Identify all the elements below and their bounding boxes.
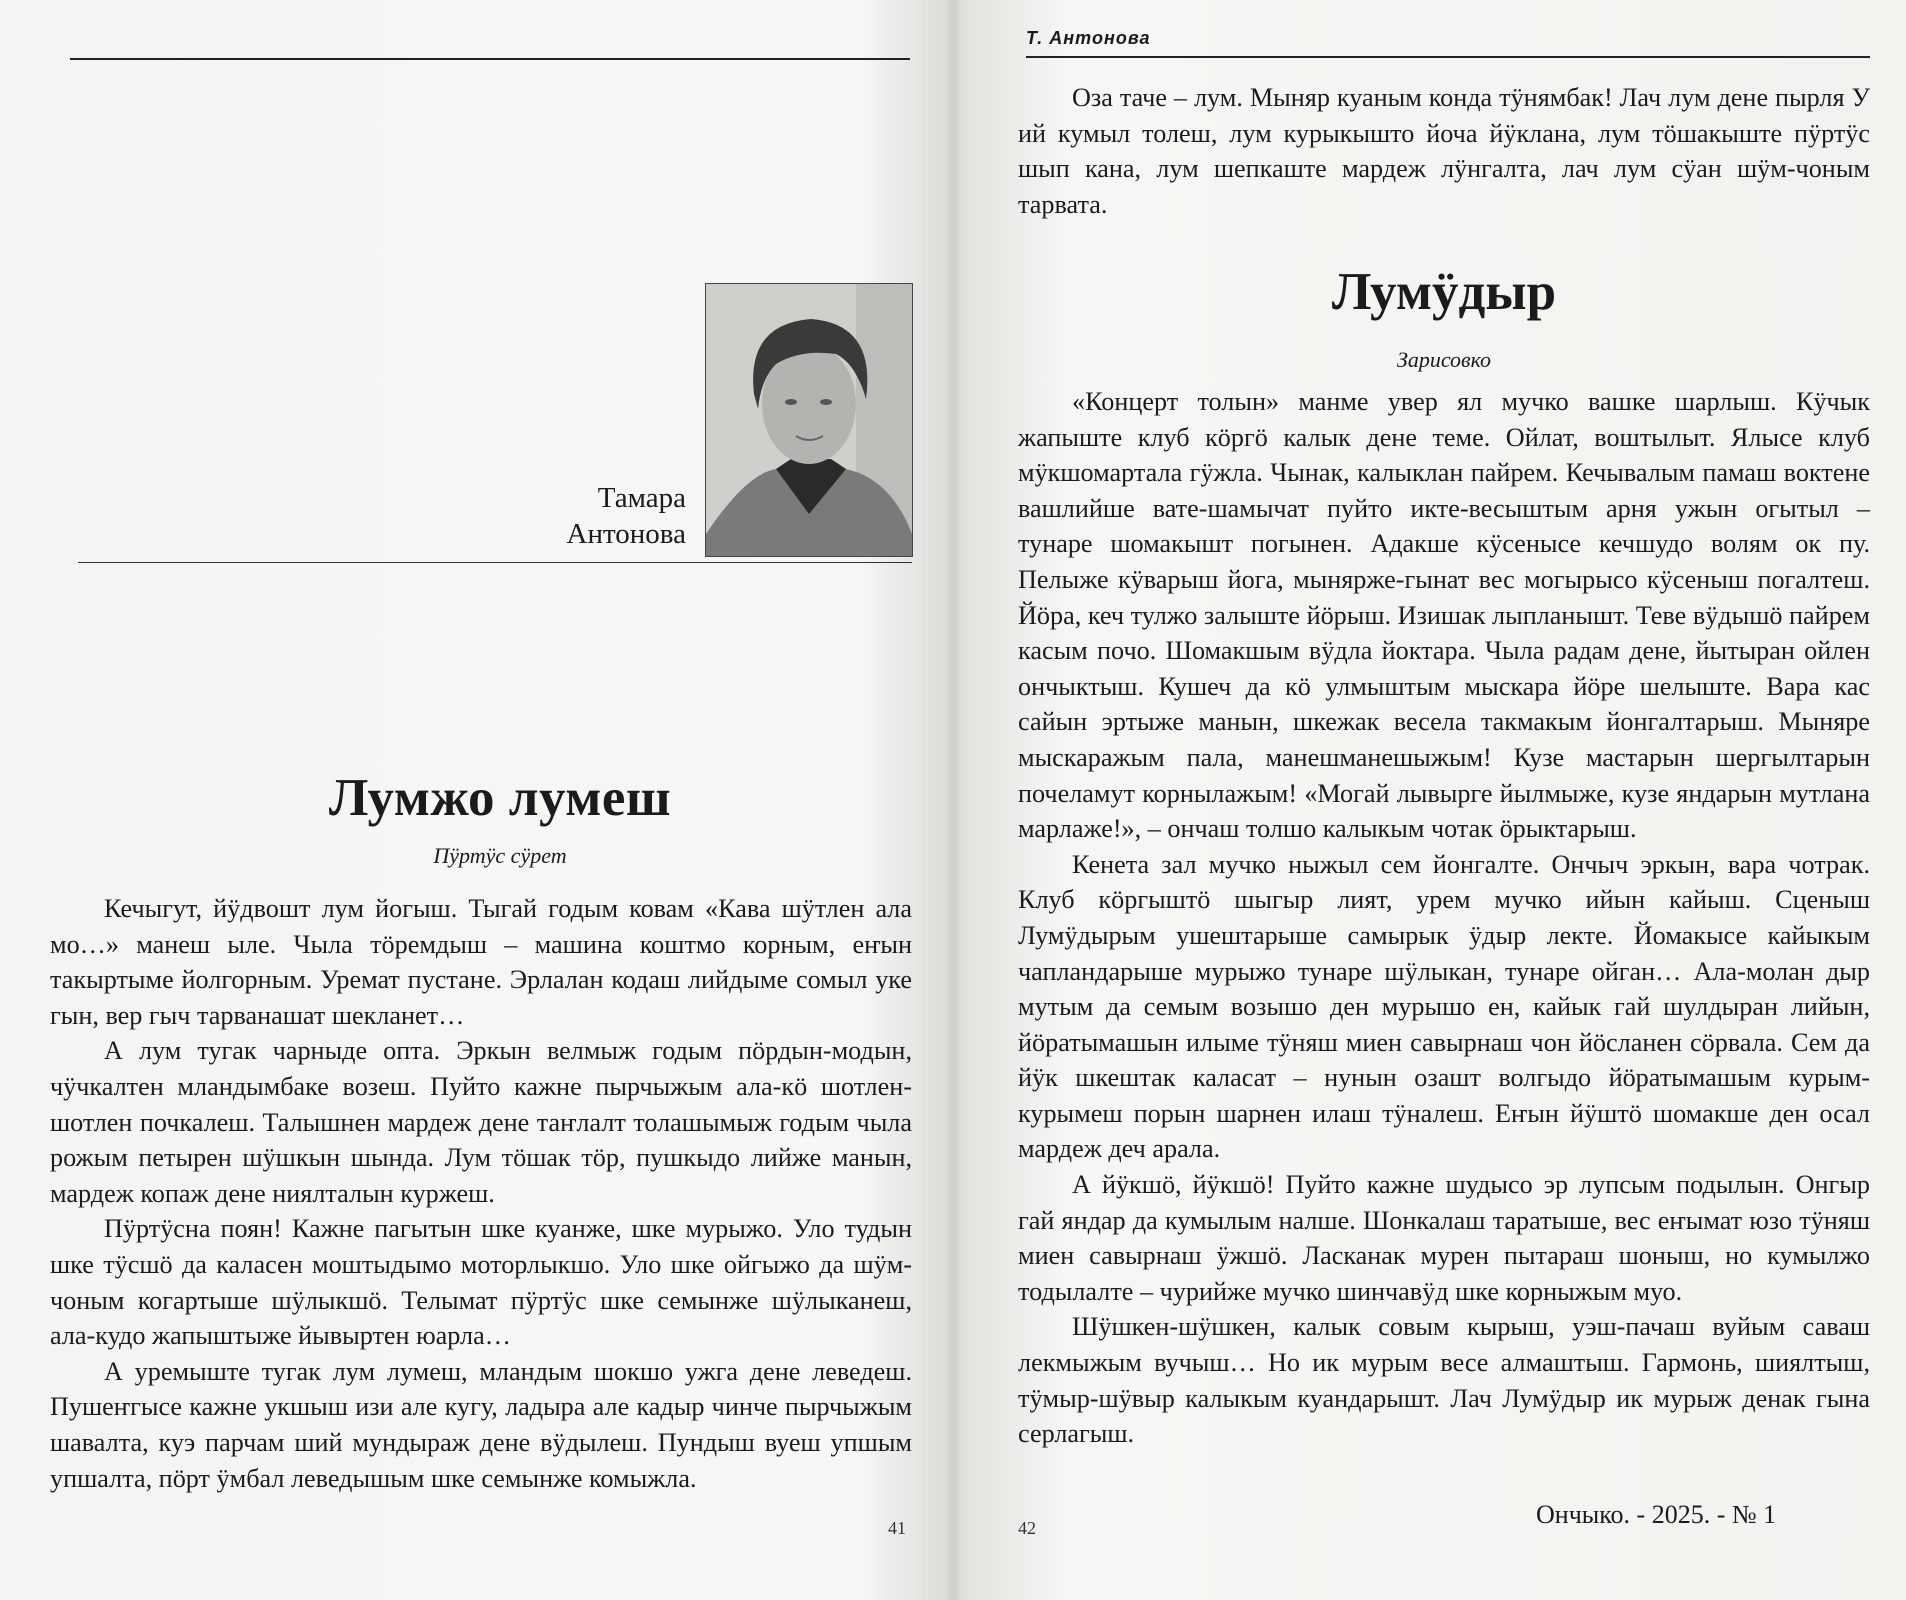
paragraph: Шӱшкен-шӱшкен, калык совым кырыш, уэш-пачаш вуйым саваш лекмыжым вучыш… Но ик мурым весе алмаштыш. Гармонь, шиялтыш, тӱмыр-шӱвыр калыкым куандарышт. Лач Лумӱдыр ик мурыж денак гына серлагыш. <box>1018 1312 1870 1449</box>
author-photo <box>705 283 913 557</box>
article-title: Лумжо лумеш <box>328 769 672 827</box>
article-subtitle: Зарисовко <box>1396 347 1492 372</box>
paragraph: А лум тугак чарныде опта. Эркын велмыж годым пӧрдын-модын, чӱчкалтен мландымбаке возеш. Пуйто кажне пырчыжым ала-кӧ шотлен-шотлен почкалеш. Талышнен мардеж дене таҥлалт толашымыж годым чыла рожым петырен шӱшкын шында. Лум тӧшак тӧр, пушкыдо лийже манын, мардеж копаж дене ниялталын куржеш. <box>50 1036 912 1208</box>
paragraph: «Концерт толын» манме увер ял мучко вашке шарлыш. Кӱчык жапыште клуб кӧргӧ калык дене теме. Ойлат, воштылыт. Ялысе клуб мӱкшомартала гӱжла. Чынак, калыклан пайрем. Кечывалым памаш воктене вашлийше вате-шамычат пуйто икте-весыштым арня ужын огытыл – тунаре шомакышт погынен. Адакше кӱсенысе кечшудо волям ок пу. Пелыже кӱварыш йога, мынярже-гынат вес могырысо кӱсеныш погалтеш. Йӧра, кеч тулжо залыште йӧрыш. Изишак лыпланышт. Теве вӱдышӧ пайрем касым почо. Шомакшым вӱдла йоктара. Чыла радам дене, йытыран ойлен ончыктыш. Кушеч да кӧ улмыштым мыскара йӧре шелыште. Вара кас сайын эртыже манын, шкежак весела такмакым йонгалтарыш. Мыняре мыскаражым пала, манешманешыжым! Кузе мастарын шергылтарын почеламут корнылажым! «Могай лывырге йылмыже, кузе яндарын мутлана марлаже!», – ончаш толшо калыкым чотак ӧрыктарыш. <box>1018 387 1870 844</box>
paragraph: Кенета зал мучко ныжыл сем йонгалте. Ончыч эркын, вара чотрак. Клуб кӧргыштӧ шыгыр лият, урем мучко ийын кайыш. Сценыш Лумӱдырым ушештарыше самырык ӱдыр лекте. Йомакысе кайыкым чапландарыше мурыжо тунаре шӱлыкан, тунаре ойган… Ала-молан дыр мутым да семым возышо ден мурышо ен, кайык гай шулдыран лийын, йӧратымашын илыме тӱняш миен савырнаш чон йӧсланен сӧрвала. Сем да йӱк шкештак каласат – нунын озашт волгыдо йӧратымашым курым-курымеш порын шарнен илаш тӱналеш. Еҥын йӱштӧ шомакше ден осал мардеж деч арала. <box>1018 849 1870 1164</box>
top-rule <box>70 58 910 60</box>
article-subtitle: Пӱртӱс сӱрет <box>433 843 567 868</box>
paragraph: А уремыште тугак лум лумеш, мландым шокшо ужга дене леведеш. Пушеҥгысе кажне укшыш изи але кугу, ладыра але кадыр чинче пырчыжым шавалта, куэ парчам ший мундыраж дене вӱдылеш. Пундыш вуеш упшым упшалта, пӧрт ӱмбал леведышым шке семынже комыжла. <box>50 1356 912 1493</box>
author-name <box>500 480 686 552</box>
author-last-name: Антонова <box>566 518 686 550</box>
intro-text <box>1018 80 1870 222</box>
page-number: 42 <box>1018 1518 1036 1538</box>
article-body <box>50 891 912 1496</box>
running-head: Т. Антонова <box>1026 28 1151 48</box>
author-first-name: Тамара <box>597 482 686 514</box>
author-divider <box>78 562 912 563</box>
right-page <box>958 0 1906 1600</box>
top-rule <box>1026 56 1870 58</box>
paragraph: А йӱкшӧ, йӱкшӧ! Пуйто кажне шудысо эр лупсым подылын. Онгыр гай яндар да кумылым налше. Шонкалаш таратыше, вес еҥымат юзо тӱняш миен савырнаш ӱжшӧ. Ласканак мурен пытараш шоныш, но кумылжо тодылалте – чурийже мучко шинчавӱд шке корныжым муо. <box>1018 1170 1870 1306</box>
paragraph: Пӱртӱсна поян! Кажне пагытын шке куанже, шке мурыжо. Уло тудын шке тӱсшӧ да каласен моштыдымо моторлыкшо. Уло шке ойгыжо да шӱм-чоным когартыше шӱлыкшӧ. Телымат пӱртӱс шке семынже шӱлыканеш, ала-кудо жапыштыже йывыртен юарла… <box>50 1214 912 1351</box>
article-body <box>1018 384 1870 1452</box>
issue-line: Ончыко. - 2025. - № 1 <box>1536 1500 1777 1529</box>
author-portrait-image <box>706 284 912 556</box>
left-page <box>0 0 948 1600</box>
paragraph: Оза таче – лум. Мыняр куаным конда тӱнямбак! Лач лум дене пырля У ий кумыл толеш, лум курыкышто йоча йӱклана, лум тӧшакыште пӱртӱс шып кана, лум шепкаште мардеж лӱнгалта, лач лум сӱан шӱм-чоным тарвата. <box>1018 83 1870 219</box>
paragraph: Кечыгут, йӱдвошт лум йогыш. Тыгай годым ковам «Кава шӱтлен ала мо…» манеш ыле. Чыла тӧремдыш – машина коштмо корным, еҥын такыртыме йолгорным. Уремат пустане. Эрлалан кодаш лийдыме сомыл уке гын, вер гыч тарванашат шекланет… <box>50 894 912 1030</box>
article-title: Лумӱдыр <box>1331 263 1557 321</box>
page-number: 41 <box>888 1518 906 1538</box>
